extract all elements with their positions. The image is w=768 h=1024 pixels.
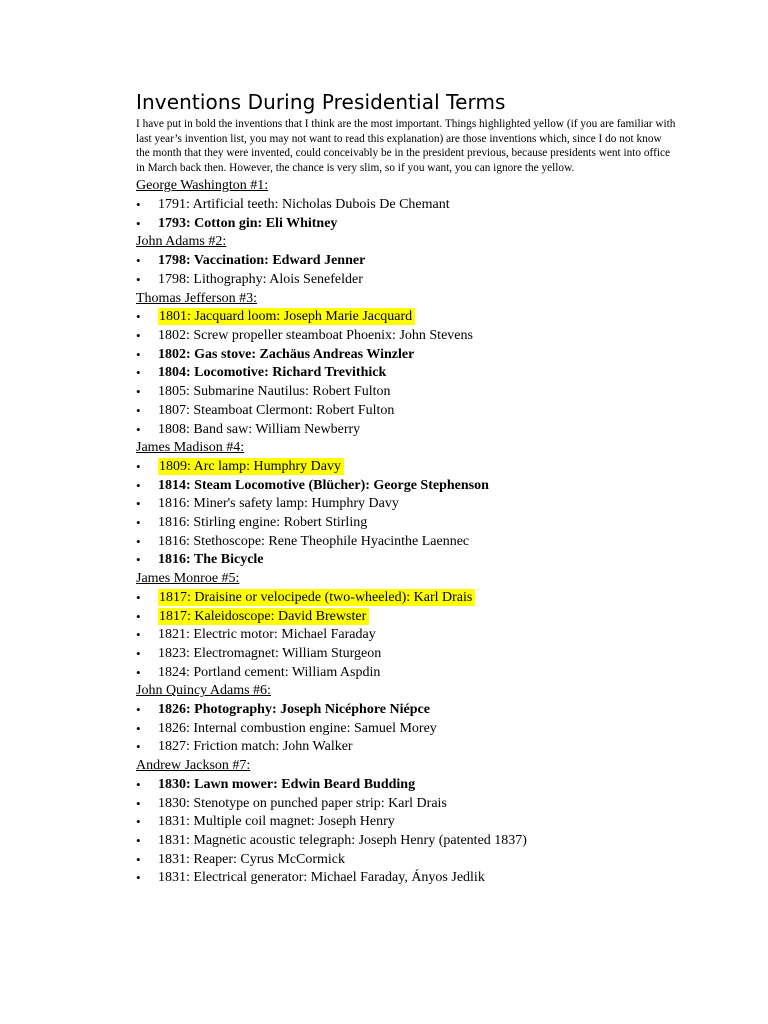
invention-text: 1817: Kaleidoscope: David Brewster — [158, 608, 369, 625]
invention-text: 1809: Arc lamp: Humphry Davy — [158, 458, 344, 475]
invention-item — [136, 551, 676, 570]
invention-list — [136, 776, 676, 888]
invention-text: 1802: Gas stove: Zachäus Andreas Winzler — [158, 346, 415, 362]
bullet-icon: • — [136, 384, 141, 400]
invention-list — [136, 252, 676, 289]
invention-item — [136, 271, 676, 290]
invention-item — [136, 851, 676, 870]
invention-text: 1830: Stenotype on punched paper strip: Karl Drais — [158, 795, 447, 811]
president-section — [136, 290, 676, 440]
invention-text: 1801: Jacquard loom: Joseph Marie Jacquard — [158, 308, 415, 325]
bullet-icon: • — [136, 589, 141, 605]
invention-text: 1793: Cotton gin: Eli Whitney — [158, 215, 338, 231]
invention-item — [136, 626, 676, 645]
invention-item — [136, 664, 676, 683]
bullet-icon: • — [136, 328, 141, 343]
bullet-icon: • — [136, 477, 141, 493]
bullet-icon: • — [136, 776, 141, 792]
bullet-icon: • — [136, 271, 141, 287]
bullet-icon: • — [136, 608, 141, 624]
president-heading: George Washington #1: — [136, 178, 269, 194]
president-heading: Thomas Jefferson #3: — [136, 290, 258, 306]
intro-paragraph: I have put in bold the inventions that I think are the most important. Things highlighted yellow (if you are familiar with last year’s invention list, you may not want to read this explanation) are those inventions which, since I do not know the month that they were invented, could conceivably be in the president previous, because presidents went into office in March back then. However, the chance is very slim, so if you want, you can ignore the yellow. — [136, 118, 676, 174]
invention-text: 1807: Steamboat Clermont: Robert Fulton — [158, 402, 395, 418]
invention-text: 1824: Portland cement: William Aspdin — [158, 664, 381, 680]
invention-item — [136, 701, 676, 720]
invention-text: 1791: Artificial teeth: Nicholas Dubois De Chemant — [158, 197, 450, 213]
president-section — [136, 682, 676, 757]
invention-item — [136, 645, 676, 664]
president-section — [136, 757, 676, 888]
bullet-icon: • — [136, 496, 141, 512]
invention-item — [136, 533, 676, 552]
bullet-icon: • — [136, 215, 141, 231]
invention-text: 1821: Electric motor: Michael Faraday — [158, 627, 376, 643]
president-heading: Andrew Jackson #7: — [136, 758, 251, 774]
invention-item — [136, 477, 676, 496]
invention-item — [136, 514, 676, 533]
invention-text: 1826: Photography: Joseph Nicéphore Niépce — [158, 702, 430, 718]
bullet-icon: • — [136, 627, 141, 643]
invention-text: 1831: Multiple coil magnet: Joseph Henry — [158, 814, 395, 830]
invention-item — [136, 421, 676, 440]
bullet-icon: • — [136, 197, 141, 213]
bullet-icon: • — [136, 870, 141, 886]
invention-text: 1817: Draisine or velocipede (two-wheeled): Karl Drais — [158, 589, 475, 606]
invention-text: 1831: Electrical generator: Michael Faraday, Ányos Jedlik — [158, 870, 485, 886]
bullet-icon: • — [136, 702, 141, 718]
invention-list — [136, 589, 676, 683]
bullet-icon: • — [136, 720, 141, 736]
bullet-icon: • — [136, 645, 141, 661]
invention-item — [136, 308, 676, 327]
invention-text: 1823: Electromagnet: William Sturgeon — [158, 645, 382, 661]
invention-text: 1827: Friction match: John Walker — [158, 739, 353, 755]
invention-item — [136, 346, 676, 365]
invention-list — [136, 701, 676, 757]
bullet-icon: • — [136, 814, 141, 830]
invention-item — [136, 495, 676, 514]
president-section — [136, 177, 676, 233]
bullet-icon: • — [136, 253, 141, 269]
bullet-icon: • — [136, 533, 141, 549]
bullet-icon: • — [136, 795, 141, 811]
president-section — [136, 570, 676, 682]
invention-item — [136, 776, 676, 795]
invention-text: 1831: Reaper: Cyrus McCormick — [158, 851, 346, 867]
president-heading: James Monroe #5: — [136, 571, 240, 587]
invention-item — [136, 364, 676, 383]
invention-item — [136, 720, 676, 739]
invention-item — [136, 383, 676, 402]
invention-item — [136, 832, 676, 851]
invention-text: 1816: Stethoscope: Rene Theophile Hyacinthe Laennec — [158, 533, 470, 549]
invention-text: 1808: Band saw: William Newberry — [158, 421, 361, 437]
invention-item — [136, 738, 676, 757]
invention-text: 1831: Magnetic acoustic telegraph: Joseph Henry (patented 1837) — [158, 832, 527, 848]
invention-text: 1816: The Bicycle — [158, 552, 264, 568]
invention-text: 1804: Locomotive: Richard Trevithick — [158, 365, 387, 381]
bullet-icon: • — [136, 309, 141, 325]
bullet-icon: • — [136, 346, 141, 362]
invention-item — [136, 252, 676, 271]
invention-text: 1830: Lawn mower: Edwin Beard Budding — [158, 776, 416, 792]
invention-item — [136, 608, 676, 627]
president-heading: John Quincy Adams #6: — [136, 683, 271, 699]
invention-text: 1805: Submarine Nautilus: Robert Fulton — [158, 384, 391, 400]
bullet-icon: • — [136, 851, 141, 867]
invention-text: 1798: Vaccination: Edward Jenner — [158, 253, 366, 269]
invention-item — [136, 196, 676, 215]
invention-text: 1816: Miner's safety lamp: Humphry Davy — [158, 496, 399, 512]
invention-item — [136, 813, 676, 832]
invention-list — [136, 458, 676, 570]
bullet-icon: • — [136, 365, 141, 381]
president-section — [136, 439, 676, 570]
document-page — [136, 90, 676, 888]
invention-text: 1814: Steam Locomotive (Blücher): George Stephenson — [158, 477, 489, 493]
bullet-icon: • — [136, 832, 141, 848]
president-sections — [136, 177, 676, 888]
bullet-icon: • — [136, 402, 141, 418]
invention-list — [136, 308, 676, 439]
bullet-icon: • — [136, 421, 141, 437]
invention-text: 1802: Screw propeller steamboat Phoenix: John Stevens — [158, 328, 473, 343]
invention-list — [136, 196, 676, 233]
bullet-icon: • — [136, 552, 141, 568]
invention-text: 1816: Stirling engine: Robert Stirling — [158, 515, 368, 531]
invention-item — [136, 458, 676, 477]
bullet-icon: • — [136, 515, 141, 531]
bullet-icon: • — [136, 458, 141, 474]
invention-text: 1798: Lithography: Alois Senefelder — [158, 271, 363, 287]
invention-item — [136, 589, 676, 608]
president-heading: John Adams #2: — [136, 234, 227, 250]
invention-item — [136, 795, 676, 814]
invention-item — [136, 869, 676, 888]
president-heading: James Madison #4: — [136, 440, 245, 456]
invention-item — [136, 327, 676, 346]
bullet-icon: • — [136, 739, 141, 755]
page-title: Inventions During Presidential Terms — [136, 90, 506, 114]
president-section — [136, 233, 676, 289]
invention-item — [136, 215, 676, 234]
bullet-icon: • — [136, 664, 141, 680]
invention-item — [136, 402, 676, 421]
invention-text: 1826: Internal combustion engine: Samuel Morey — [158, 720, 437, 736]
